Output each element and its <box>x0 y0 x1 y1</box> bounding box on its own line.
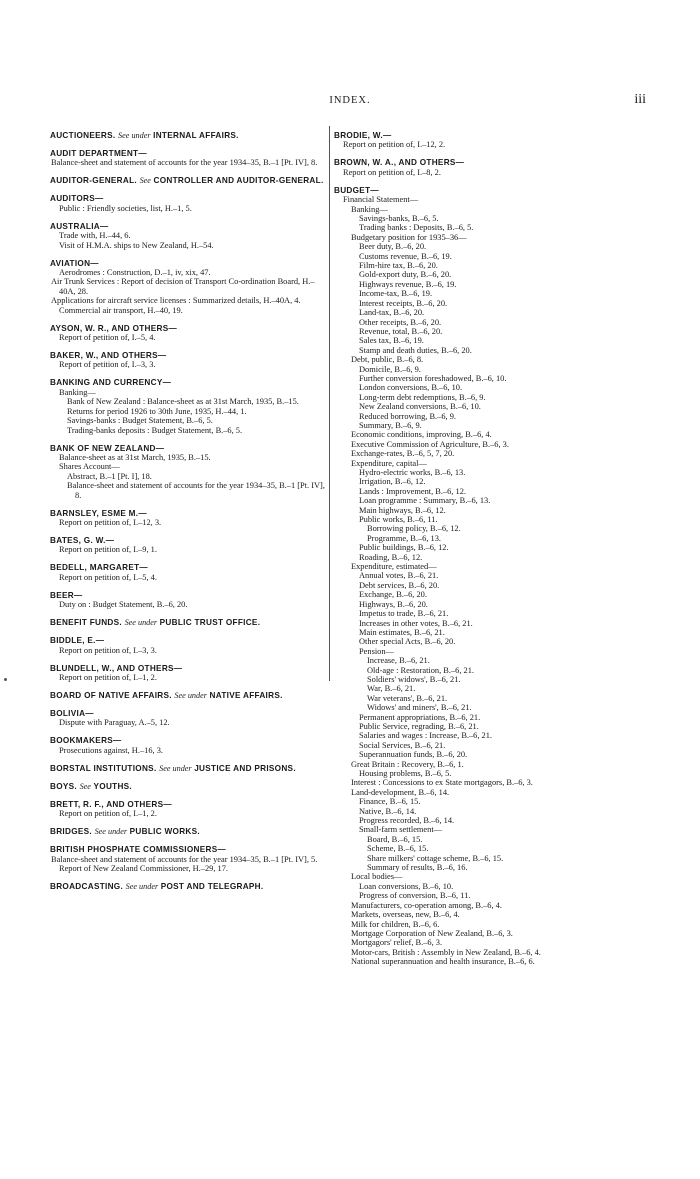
heading-text: BAKER, W., AND OTHERS— <box>50 351 167 361</box>
heading-text: BROADCASTING. <box>50 882 124 891</box>
entry-subline: Gold-export duty, B.–6, 20. <box>359 270 452 280</box>
index-entry <box>50 709 328 728</box>
entry-subline: War, B.–6, 21. <box>367 684 416 694</box>
entry-heading <box>50 563 328 572</box>
entry-subline: Scheme, B.–6, 15. <box>367 844 429 854</box>
index-entry <box>50 351 328 370</box>
entry-subline: Economic conditions, improving, B.–6, 4. <box>351 430 492 440</box>
entry-subline: Markets, overseas, new, B.–6, 4. <box>351 910 460 920</box>
heading-text: BORSTAL INSTITUTIONS. <box>50 763 157 773</box>
entry-heading <box>50 509 328 518</box>
index-entry <box>50 691 328 700</box>
entry-subline: Reduced borrowing, B.–6, 9. <box>359 411 456 421</box>
heading-text: BEER— <box>50 590 83 600</box>
entry-subline: Duty on : Budget Statement, B.–6, 20. <box>59 600 188 610</box>
heading-text: AUDITORS— <box>50 194 104 204</box>
heading-text: BOYS. <box>50 781 77 791</box>
heading-text: BOARD OF NATIVE AFFAIRS. <box>50 690 172 700</box>
entry-subline: Great Britain : Recovery, B.–6, 1. <box>351 759 464 769</box>
see-reference: See under <box>124 618 158 628</box>
entry-subline: Land-development, B.–6, 14. <box>351 787 450 797</box>
entry-subline: Highways, B.–6, 20. <box>359 599 428 609</box>
entry-subline: Executive Commission of Agriculture, B.–6, 3. <box>351 439 509 449</box>
entry-subline: Shares Account— <box>59 462 120 472</box>
entry-subline: Further conversion foreshadowed, B.–6, 10. <box>359 373 507 383</box>
entry-subline: Programme, B.–6, 13. <box>367 533 441 543</box>
entry-subline: Visit of H.M.A. ships to New Zealand, H.–54. <box>59 240 214 250</box>
entry-subline: Superannuation funds, B.–6, 20. <box>359 750 468 760</box>
entry-subline: Trading banks : Deposits, B.–6, 5. <box>359 223 474 233</box>
entry-heading <box>334 186 614 195</box>
entry-subline: Other receipts, B.–6, 20. <box>359 317 442 327</box>
entry-subline: Stamp and death duties, B.–6, 20. <box>359 345 472 355</box>
entry-subline: Finance, B.–6, 15. <box>359 797 421 807</box>
entry-subline: Increase, B.–6, 21. <box>367 656 430 666</box>
entry-subline: Report of petition of, I.–5, 4. <box>59 333 156 343</box>
entry-subline: Trading-banks deposits : Budget Statement, B.–6, 5. <box>67 425 243 435</box>
entry-heading <box>50 222 328 231</box>
heading-text: BOLIVIA— <box>50 708 94 718</box>
entry-subline: Other special Acts, B.–6, 20. <box>359 637 456 647</box>
entry-subline: National superannuation and health insurance, B.–6, 6. <box>351 957 535 967</box>
entry-subline: Banking— <box>351 204 388 214</box>
see-reference: See under <box>174 690 207 700</box>
entry-subline: Debt, public, B.–6, 8. <box>351 355 424 365</box>
entry-subline: Commercial air transport, H.–40, 19. <box>59 305 183 315</box>
index-entry <box>50 444 328 500</box>
entry-subline: Expenditure, estimated— <box>351 562 437 572</box>
entry-subline: Bank of New Zealand : Balance-sheet as at 31st March, 1935, B.–15. <box>67 397 299 407</box>
entry-subline: Main estimates, B.–6, 21. <box>359 627 445 637</box>
index-entry <box>334 158 614 177</box>
index-entry <box>50 176 328 185</box>
entry-subline: Customs revenue, B.–6, 19. <box>359 251 452 261</box>
entry-subline: Exchange-rates, B.–6, 5, 7, 20. <box>351 449 455 459</box>
entry-subline: Manufacturers, co-operation among, B.–6, 4. <box>351 900 502 910</box>
entry-subline: Board, B.–6, 15. <box>367 834 423 844</box>
index-entry <box>50 378 328 434</box>
entry-subline: Summary, B.–6, 9. <box>359 420 422 430</box>
heading-text: BROWN, W. A., AND OTHERS— <box>334 158 465 168</box>
index-entry <box>50 194 328 213</box>
see-reference: See <box>139 176 151 186</box>
see-reference: See under <box>118 131 151 140</box>
heading-text: BARNSLEY, ESME M.— <box>50 508 147 518</box>
see-reference: See <box>79 781 91 791</box>
entry-heading <box>50 591 328 600</box>
entry-heading <box>50 351 328 360</box>
index-entry <box>50 131 328 140</box>
entry-heading <box>334 131 614 140</box>
entry-subline: Native, B.–6, 14. <box>359 806 417 816</box>
entry-subline: War veterans', B.–6, 21. <box>367 693 448 703</box>
entry-subline: Summary of results, B.–6, 16. <box>367 863 468 873</box>
entry-subline: Mortgagors' relief, B.–6, 3. <box>351 938 443 948</box>
entry-subline: Public buildings, B.–6, 12. <box>359 543 449 553</box>
heading-text: BRODIE, W.— <box>334 131 392 140</box>
entry-subline: Milk for children, B.–6, 6. <box>351 919 440 929</box>
entry-subline: Social Services, B.–6, 21. <box>359 740 446 750</box>
see-target: PUBLIC TRUST OFFICE. <box>159 618 261 628</box>
entry-heading <box>50 845 328 854</box>
entry-subline: Loan conversions, B.–6, 10. <box>359 881 454 891</box>
entry-subline: Beer duty, B.–6, 20. <box>359 242 427 252</box>
index-entry <box>50 845 328 873</box>
entry-subline: Balance-sheet as at 31st March, 1935, B.–15. <box>59 452 211 462</box>
page-title: INDEX. <box>329 95 371 106</box>
entry-subline: Increases in other votes, B.–6, 21. <box>359 618 473 628</box>
heading-text: BEDELL, MARGARET— <box>50 563 148 573</box>
entry-subline: Exchange, B.–6, 20. <box>359 590 427 600</box>
right-column <box>334 131 614 975</box>
heading-text: BIDDLE, E.— <box>50 636 105 646</box>
entry-subline: Revenue, total, B.–6, 20. <box>359 326 443 336</box>
heading-text: BOOKMAKERS— <box>50 736 122 746</box>
entry-subline: Housing problems, B.–6, 5. <box>359 769 452 778</box>
see-target: JUSTICE AND PRISONS. <box>194 763 296 773</box>
entry-subline: Balance-sheet and statement of accounts for the year 1934–35, B.–1 [Pt. IV], 8. <box>67 481 325 500</box>
entry-subline: Sales tax, B.–6, 19. <box>359 336 424 346</box>
entry-subline: Debt services, B.–6, 20. <box>359 580 440 590</box>
heading-text: AVIATION— <box>50 258 99 268</box>
entry-subline: Expenditure, capital— <box>351 458 427 468</box>
entry-subline: Report on petition of, I.–9, 1. <box>59 545 157 555</box>
see-target: CONTROLLER AND AUDITOR-GENERAL. <box>153 176 324 186</box>
entry-subline: Report of petition of, I.–3, 3. <box>59 360 156 370</box>
see-target: PUBLIC WORKS. <box>129 827 200 837</box>
entry-subline: Report on petition of, I.–1, 2. <box>59 672 157 682</box>
index-entry <box>50 149 328 168</box>
entry-subline: Share milkers' cottage scheme, B.–6, 15. <box>367 853 504 863</box>
entry-subline: Widows' and miners', B.–6, 21. <box>367 703 472 713</box>
heading-text: BUDGET— <box>334 185 379 195</box>
heading-text: AUCTIONEERS. <box>50 131 116 140</box>
index-entry <box>50 509 328 528</box>
entry-subline: Public Service, regrading, B.–6, 21. <box>359 721 479 731</box>
entry-subline: Progress recorded, B.–6, 14. <box>359 816 455 826</box>
index-entry <box>50 324 328 343</box>
heading-text: AUDIT DEPARTMENT— <box>50 149 147 158</box>
index-entry <box>50 827 328 836</box>
page-number: iii <box>634 92 646 107</box>
entry-subline: Land-tax, B.–6, 20. <box>359 308 425 318</box>
heading-text: BATES, G. W.— <box>50 535 115 545</box>
index-entry <box>50 764 328 773</box>
page-header <box>0 92 700 112</box>
entry-heading <box>50 800 328 809</box>
entry-subline: Aerodromes : Construction, D.–1, iv, xix, 47. <box>59 268 211 278</box>
entry-subline: Savings-banks, B.–6, 5. <box>359 214 439 224</box>
entry-subline: Public works, B.–6, 11. <box>359 515 438 525</box>
index-entry <box>50 882 328 891</box>
see-target: YOUTHS. <box>93 781 133 791</box>
entry-subline: Borrowing policy, B.–6, 12. <box>367 524 461 534</box>
entry-subline: Salaries and wages : Increase, B.–6, 21. <box>359 731 493 741</box>
see-reference: See under <box>94 827 128 837</box>
index-entry <box>50 800 328 819</box>
entry-subline: Dispute with Paraguay, A.–5, 12. <box>59 718 170 728</box>
entry-heading <box>50 782 328 791</box>
entry-subline: Report on petition of, I.–12, 3. <box>59 517 162 527</box>
entry-subline: Balance-sheet and statement of accounts for the year 1934–35, B.–1 [Pt. IV], 8. <box>51 158 318 168</box>
entry-subline: Local bodies— <box>351 872 403 882</box>
entry-subline: New Zealand conversions, B.–6, 10. <box>359 402 481 412</box>
entry-heading <box>50 827 328 836</box>
heading-text: BRITISH PHOSPHATE COMMISSIONERS— <box>50 845 226 855</box>
entry-subline: Film-hire tax, B.–6, 20. <box>359 261 438 271</box>
heading-text: BRIDGES. <box>50 827 92 837</box>
index-entry <box>50 222 328 250</box>
entry-subline: Pension— <box>359 646 394 656</box>
heading-text: AUSTRALIA— <box>50 221 109 231</box>
index-entry <box>50 591 328 610</box>
index-entry <box>50 563 328 582</box>
entry-subline: Air Trunk Services : Report of decision of Transport Co-ordination Board, H.–40A, 28. <box>51 277 315 296</box>
entry-subline: Interest : Concessions to ex State mortgagors, B.–6, 3. <box>351 778 533 788</box>
entry-subline: Applications for aircraft service licenses : Summarized details, H.–40A, 4. <box>51 296 301 306</box>
entry-subline: Savings-banks : Budget Statement, B.–6, 5. <box>67 416 213 426</box>
index-entry <box>50 782 328 791</box>
entry-subline: Loan programme : Summary, B.–6, 13. <box>359 496 491 506</box>
entry-heading <box>50 324 328 333</box>
see-target: POST AND TELEGRAPH. <box>160 882 264 891</box>
entry-subline: Progress of conversion, B.–6, 11. <box>359 891 471 901</box>
entry-subline: Report on petition of, I.–5, 4. <box>59 572 157 582</box>
entry-subline: Old-age : Restoration, B.–6, 21. <box>367 665 474 675</box>
entry-subline: London conversions, B.–6, 10. <box>359 383 463 393</box>
entry-subline: Budgetary position for 1935–36— <box>351 232 467 242</box>
entry-heading <box>50 131 328 140</box>
entry-heading <box>50 378 328 387</box>
margin-mark <box>4 678 7 681</box>
see-reference: See under <box>159 763 192 773</box>
entry-subline: Report on petition of, I.–8, 2. <box>343 167 441 177</box>
entry-subline: Roading, B.–6, 12. <box>359 552 423 562</box>
entry-heading <box>50 764 328 773</box>
entry-subline: Returns for period 1926 to 30th June, 1935, H.–44, 1. <box>67 406 247 416</box>
heading-text: BENEFIT FUNDS. <box>50 618 122 628</box>
index-entry <box>50 536 328 555</box>
entry-subline: Public : Friendly societies, list, H.–1, 5. <box>59 203 192 213</box>
index-entry <box>50 618 328 627</box>
entry-heading <box>50 618 328 627</box>
entry-heading <box>50 444 328 453</box>
entry-heading <box>334 158 614 167</box>
see-target: INTERNAL AFFAIRS. <box>153 131 239 140</box>
entry-heading <box>50 691 328 700</box>
entry-subline: Hydro-electric works, B.–6, 13. <box>359 468 466 477</box>
heading-text: AYSON, W. R., AND OTHERS— <box>50 323 177 333</box>
entry-subline: Irrigation, B.–6, 12. <box>359 477 426 487</box>
entry-subline: Report on petition of, I.–3, 3. <box>59 645 157 655</box>
heading-text: BANKING AND CURRENCY— <box>50 378 172 388</box>
entry-subline: Financial Statement— <box>343 195 419 205</box>
entry-subline: Domicile, B.–6, 9. <box>359 364 421 374</box>
entry-heading <box>50 149 328 158</box>
heading-text: BRETT, R. F., AND OTHERS— <box>50 799 172 809</box>
entry-subline: Abstract, B.–1 [Pt. I], 18. <box>67 471 152 481</box>
entry-heading <box>50 259 328 268</box>
left-column <box>50 131 328 900</box>
entry-subline: Mortgage Corporation of New Zealand, B.–6, 3. <box>351 928 513 938</box>
entry-subline: Main highways, B.–6, 12. <box>359 505 446 515</box>
entry-heading <box>50 536 328 545</box>
entry-subline: Banking— <box>59 387 96 397</box>
index-entry <box>334 186 614 967</box>
entry-subline: Small-farm settlement— <box>359 825 443 835</box>
entry-subline: Interest receipts, B.–6, 20. <box>359 298 448 308</box>
index-entry <box>50 259 328 315</box>
see-reference: See under <box>125 882 159 891</box>
entry-heading <box>50 176 328 185</box>
entry-subline: Long-term debt redemptions, B.–6, 9. <box>359 392 486 402</box>
entry-heading <box>50 194 328 203</box>
entry-subline: Motor-cars, British : Assembly in New Zealand, B.–6, 4. <box>351 947 541 957</box>
index-entry <box>334 131 614 150</box>
see-target: NATIVE AFFAIRS. <box>209 690 283 700</box>
entry-heading <box>50 664 328 673</box>
column-divider <box>329 126 330 681</box>
entry-heading <box>50 882 328 891</box>
index-entry <box>50 636 328 655</box>
index-entry <box>50 736 328 755</box>
heading-text: BLUNDELL, W., AND OTHERS— <box>50 663 183 673</box>
entry-subline: Income-tax, B.–6, 19. <box>359 289 433 299</box>
entry-subline: Report of New Zealand Commissioner, H.–29, 17. <box>59 864 228 873</box>
entry-subline: Impetus to trade, B.–6, 21. <box>359 609 449 619</box>
entry-subline: Trade with, H.–44, 6. <box>59 231 131 241</box>
index-entry <box>50 664 328 683</box>
entry-subline: Lands : Improvement, B.–6, 12. <box>359 486 466 496</box>
heading-text: BANK OF NEW ZEALAND— <box>50 443 165 453</box>
entry-subline: Soldiers' widows', B.–6, 21. <box>367 674 461 684</box>
entry-subline: Annual votes, B.–6, 21. <box>359 571 439 581</box>
entry-heading <box>50 709 328 718</box>
entry-subline: Prosecutions against, H.–16, 3. <box>59 745 163 755</box>
entry-subline: Balance-sheet and statement of accounts for the year 1934–35, B.–1 [Pt. IV], 5. <box>51 854 318 864</box>
entry-subline: Report on petition of, I.–12, 2. <box>343 140 446 150</box>
entry-subline: Report on petition of, I.–1, 2. <box>59 809 157 819</box>
heading-text: AUDITOR-GENERAL. <box>50 176 137 186</box>
entry-subline: Permanent appropriations, B.–6, 21. <box>359 712 481 722</box>
entry-heading <box>50 636 328 645</box>
entry-heading <box>50 736 328 745</box>
entry-subline: Highways revenue, B.–6, 19. <box>359 279 457 289</box>
